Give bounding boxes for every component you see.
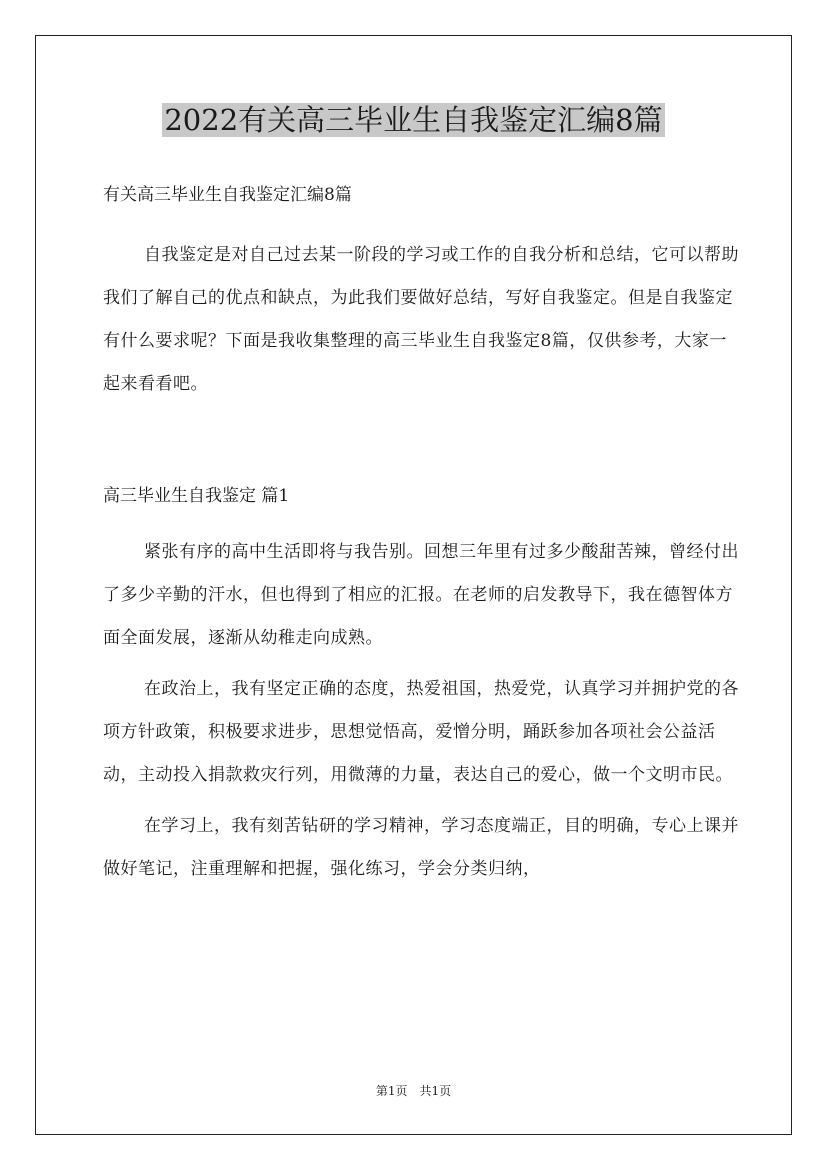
section-heading: 高三毕业生自我鉴定 篇1 xyxy=(103,486,290,506)
page-total: 共1页 xyxy=(419,1084,452,1098)
document-title: 2022有关高三毕业生自我鉴定汇编8篇 xyxy=(164,103,663,137)
page-footer xyxy=(0,1083,827,1099)
body-paragraph-3: 在学习上，我有刻苦钻研的学习精神，学习态度端正，目的明确，专心上课并做好笔记，注重理解和把握，强化练习，学会分类归纳， xyxy=(103,816,739,879)
document-subtitle: 有关高三毕业生自我鉴定汇编8篇 xyxy=(103,185,352,205)
page-number: 第1页 xyxy=(375,1084,408,1098)
intro-paragraph: 自我鉴定是对自己过去某一阶段的学习或工作的自我分析和总结，它可以帮助我们了解自己的优点和缺点，为此我们要做好总结，写好自我鉴定。但是自我鉴定有什么要求呢？下面是我收集整理的高三毕业生自我鉴定8篇，仅供参考，大家一起来看看吧。 xyxy=(103,245,739,394)
body-paragraph-2: 在政治上，我有坚定正确的态度，热爱祖国，热爱党，认真学习并拥护党的各项方针政策，积极要求进步，思想觉悟高，爱憎分明，踊跃参加各项社会公益活动，主动投入捐款救灾行列，用微薄的力量，表达自己的爱心，做一个文明市民。 xyxy=(103,679,739,785)
body-paragraph-1: 紧张有序的高中生活即将与我告别。回想三年里有过多少酸甜苦辣，曾经付出了多少辛勤的汗水，但也得到了相应的汇报。在老师的启发教导下，我在德智体方面全面发展，逐渐从幼稚走向成熟。 xyxy=(103,542,739,648)
document-body xyxy=(103,175,743,891)
